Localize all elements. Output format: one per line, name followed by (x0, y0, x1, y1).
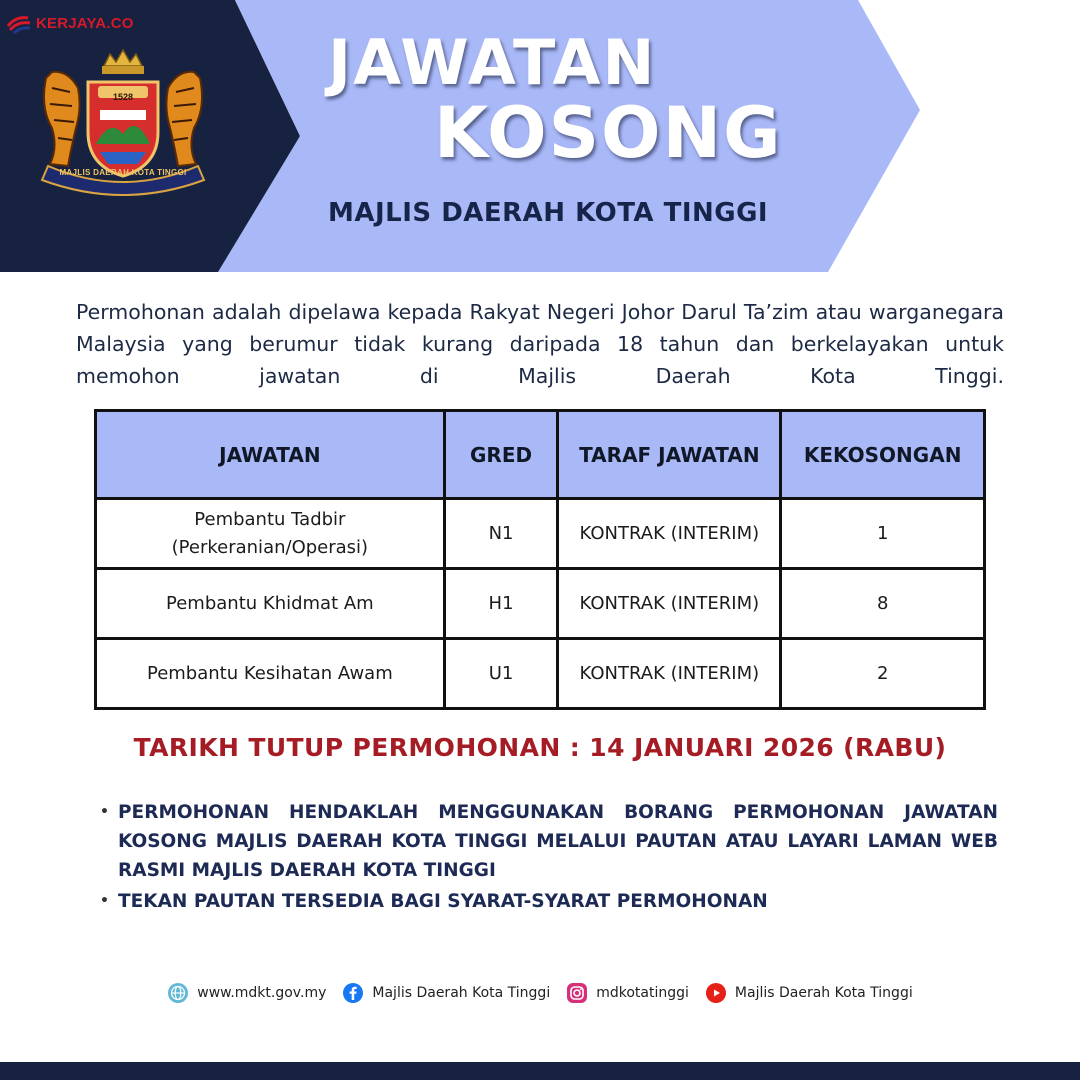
youtube-link[interactable]: Majlis Daerah Kota Tinggi (734, 985, 913, 1001)
cell-jawatan: Pembantu Kesihatan Awam (96, 639, 445, 709)
cell-taraf: KONTRAK (INTERIM) (558, 639, 781, 709)
kerjaya-watermark (6, 12, 134, 34)
header-subtitle: MAJLIS DAERAH KOTA TINGGI (328, 198, 769, 228)
kerjaya-watermark-text: KERJAYA.CO (36, 14, 134, 32)
facebook-link[interactable]: Majlis Daerah Kota Tinggi (372, 985, 551, 1001)
header-jawatan: JAWATAN (96, 411, 445, 499)
table-row (96, 639, 985, 709)
footer-youtube[interactable] (705, 982, 913, 1004)
header-gred: GRED (444, 411, 558, 499)
bottom-bar (0, 1062, 1080, 1080)
cell-gred: N1 (444, 499, 558, 569)
cell-kekosongan: 8 (781, 569, 985, 639)
bullet-icon: • (100, 893, 109, 909)
list-item (98, 887, 998, 916)
list-item (98, 798, 998, 885)
instagram-link[interactable]: mdkotatinggi (596, 985, 689, 1001)
crest-year: 1528 (112, 92, 134, 102)
table-row (96, 499, 985, 569)
cell-kekosongan: 2 (781, 639, 985, 709)
facebook-icon (342, 982, 364, 1004)
closing-date: TARIKH TUTUP PERMOHONAN : 14 JANUARI 2026 (RABU) (133, 733, 947, 762)
footer-contacts (0, 978, 1080, 1008)
title-jawatan: JAWATAN (328, 26, 657, 99)
jawatan-subtitle: (Perkeranian/Operasi) (171, 536, 369, 558)
cell-taraf: KONTRAK (INTERIM) (558, 499, 781, 569)
title-kosong: KOSONG (434, 92, 783, 174)
note-text: TEKAN PAUTAN TERSEDIA BAGI SYARAT-SYARAT PERMOHONAN (118, 891, 768, 912)
footer-facebook[interactable] (342, 982, 550, 1004)
instagram-icon (566, 982, 588, 1004)
cell-jawatan (96, 499, 445, 569)
header-taraf-jawatan: TARAF JAWATAN (558, 411, 781, 499)
table-header-row (96, 411, 985, 499)
jawatan-title: Pembantu Tadbir (194, 508, 346, 530)
table-row (96, 569, 985, 639)
cell-gred: H1 (444, 569, 558, 639)
vacancy-table (94, 409, 986, 710)
cell-taraf: KONTRAK (INTERIM) (558, 569, 781, 639)
header-kekosongan: KEKOSONGAN (781, 411, 985, 499)
header-banner (0, 0, 1080, 272)
bullet-icon: • (100, 804, 109, 820)
globe-icon (167, 982, 189, 1004)
note-text: PERMOHONAN HENDAKLAH MENGGUNAKAN BORANG PERMOHONAN JAWATAN KOSONG MAJLIS DAERAH KOTA TINGGI MELALUI PAUTAN ATAU LAYARI LAMAN WEB RASMI MAJLIS DAERAH KOTA TINGGI (118, 802, 998, 881)
crest-name: MAJLIS DAERAH KOTA TINGGI (59, 168, 187, 177)
youtube-icon (705, 982, 727, 1004)
notes-list (98, 798, 998, 918)
cell-kekosongan: 1 (781, 499, 985, 569)
kerjaya-logo-icon (6, 12, 32, 34)
footer-instagram[interactable] (566, 982, 689, 1004)
footer-website[interactable] (167, 982, 326, 1004)
website-link[interactable]: www.mdkt.gov.my (197, 985, 327, 1001)
cell-gred: U1 (444, 639, 558, 709)
cell-jawatan: Pembantu Khidmat Am (96, 569, 445, 639)
intro-paragraph: Permohonan adalah dipelawa kepada Rakyat Negeri Johor Darul Ta’zim atau warganegara Malaysia yang berumur tidak kurang daripada 18 tahun dan berkelayakan untuk memohon jawatan di Majlis Daerah Kota Tinggi. (76, 300, 1004, 388)
